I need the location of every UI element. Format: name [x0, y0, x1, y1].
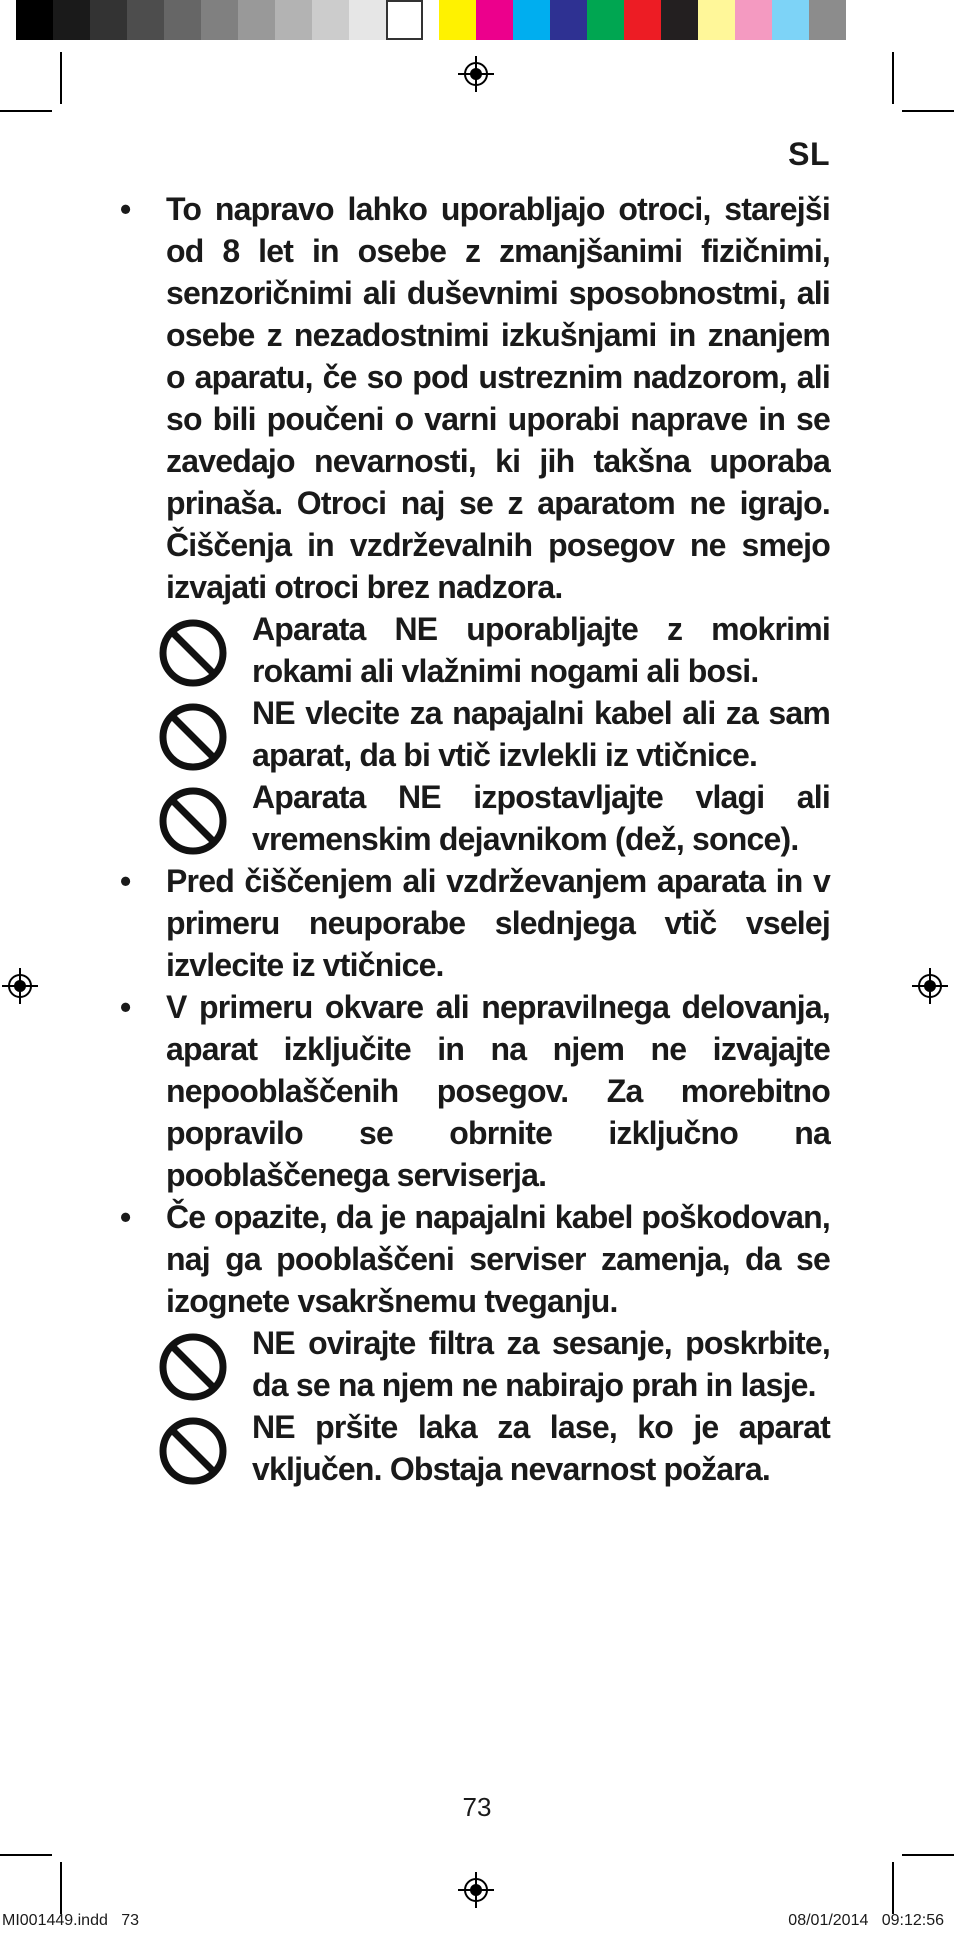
crop-mark	[902, 110, 954, 112]
warning-item	[120, 776, 830, 860]
bullet-dot: •	[120, 191, 131, 227]
gray-swatch	[90, 0, 127, 40]
gray-swatch	[201, 0, 238, 40]
bullet-text: V primeru okvare ali nepravilnega delovanja, aparat izključite in na njem ne izvajajte nepooblaščenih posegov. Za morebitno popravilo se obrnite izključno na pooblaščenega serviserja.	[166, 989, 830, 1193]
gray-swatch	[16, 0, 53, 40]
crop-mark	[60, 1862, 62, 1914]
grayscale-swatches	[16, 0, 423, 40]
bullet-text: To napravo lahko uporabljajo otroci, starejši od 8 let in osebe z zmanjšanimi fizičnimi, senzoričnimi ali duševnimi sposobnostmi, ali osebe z nezadostnimi izkušnjami in znanjem o aparatu, če so pod ustreznim nadzorom, ali so bili poučeni o varni uporabi naprave in se zavedajo nevarnosti, ki jih takšna uporaba prinaša. Otroci naj se z aparatom ne igrajo. Čiščenja in vzdrževalnih posegov ne smejo izvajati otroci brez nadzora.	[166, 191, 830, 605]
crop-mark	[60, 52, 62, 104]
bullet-text: Pred čiščenjem ali vzdrževanjem aparata in v primeru neuporabe slednjega vtič vselej izvlecite iz vtičnice.	[166, 863, 830, 983]
warning-item	[120, 1322, 830, 1406]
crop-mark	[0, 110, 52, 112]
crop-mark	[0, 1854, 52, 1856]
crop-mark	[902, 1854, 954, 1856]
gray-swatch	[164, 0, 201, 40]
color-swatch	[476, 0, 513, 40]
gray-swatch	[127, 0, 164, 40]
color-swatch	[439, 0, 476, 40]
footer-timestamp: 08/01/2014 09:12:56	[788, 1912, 944, 1929]
color-calibration-bar	[16, 0, 846, 40]
bullet-item	[120, 860, 830, 986]
crop-mark	[892, 1862, 894, 1914]
warning-text: NE pršite laka za lase, ko je aparat vključen. Obstaja nevarnost požara.	[252, 1409, 830, 1487]
color-swatch	[661, 0, 698, 40]
bullet-text: Če opazite, da je napajalni kabel poškodovan, naj ga pooblaščeni serviser zamenja, da se izognete vsakršnemu tveganju.	[166, 1199, 830, 1319]
warning-text: NE ovirajte filtra za sesanje, poskrbite, da se na njem ne nabirajo prah in lasje.	[252, 1325, 830, 1403]
prohibition-icon	[158, 1416, 228, 1486]
warning-text: Aparata NE uporabljajte z mokrimi rokami ali vlažnimi nogami ali bosi.	[252, 611, 830, 689]
color-swatch	[587, 0, 624, 40]
bullet-item	[120, 1196, 830, 1322]
gray-swatch	[349, 0, 386, 40]
bullet-dot: •	[120, 863, 131, 899]
warning-text: Aparata NE izpostavljajte vlagi ali vremenskim dejavnikom (dež, sonce).	[252, 779, 830, 857]
language-code: SL	[788, 136, 830, 172]
process-color-swatches	[439, 0, 846, 40]
prohibition-icon	[158, 786, 228, 856]
bullet-dot: •	[120, 1199, 131, 1235]
registration-mark-icon	[2, 968, 38, 1004]
bullet-item	[120, 188, 830, 608]
warning-text: NE vlecite za napajalni kabel ali za sam aparat, da bi vtič izvlekli iz vtičnice.	[252, 695, 830, 773]
color-swatch	[698, 0, 735, 40]
page-number: 73	[462, 1792, 492, 1822]
footer-file-name: MI001449.indd 73	[2, 1912, 139, 1929]
gray-swatch	[238, 0, 275, 40]
color-swatch	[772, 0, 809, 40]
warning-item	[120, 608, 830, 692]
gray-swatch	[312, 0, 349, 40]
warning-item	[120, 1406, 830, 1490]
prohibition-icon	[158, 618, 228, 688]
prohibition-icon	[158, 1332, 228, 1402]
color-swatch	[513, 0, 550, 40]
prohibition-icon	[158, 702, 228, 772]
color-swatch	[735, 0, 772, 40]
gray-swatch	[53, 0, 90, 40]
registration-mark-icon	[458, 56, 494, 92]
color-swatch	[809, 0, 846, 40]
gray-swatch	[275, 0, 312, 40]
registration-mark-icon	[912, 968, 948, 1004]
warning-item	[120, 692, 830, 776]
safety-instructions	[120, 188, 830, 1490]
color-swatch	[624, 0, 661, 40]
registration-mark-icon	[458, 1872, 494, 1908]
crop-mark	[892, 52, 894, 104]
gray-swatch	[386, 0, 423, 40]
bullet-item	[120, 986, 830, 1196]
bullet-dot: •	[120, 989, 131, 1025]
color-swatch	[550, 0, 587, 40]
